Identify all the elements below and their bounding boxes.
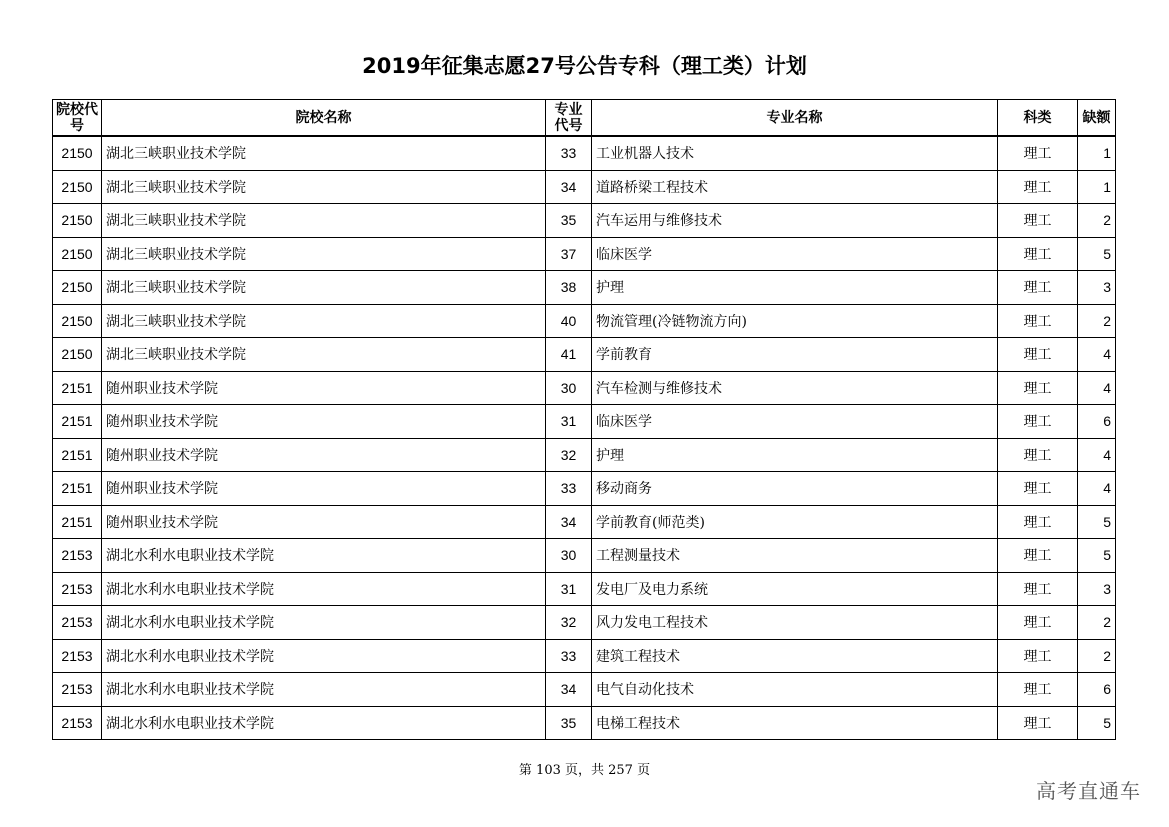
table-row bbox=[53, 673, 1116, 707]
cell-major-name: 风力发电工程技术 bbox=[592, 606, 998, 640]
table-row bbox=[53, 136, 1116, 170]
cell-school-name: 湖北三峡职业技术学院 bbox=[102, 204, 546, 238]
table-row bbox=[53, 572, 1116, 606]
table-row bbox=[53, 438, 1116, 472]
table-row bbox=[53, 472, 1116, 506]
cell-category: 理工 bbox=[998, 706, 1078, 740]
cell-quota: 2 bbox=[1078, 639, 1116, 673]
cell-school-name: 随州职业技术学院 bbox=[102, 438, 546, 472]
cell-category: 理工 bbox=[998, 304, 1078, 338]
cell-category: 理工 bbox=[998, 505, 1078, 539]
cell-category: 理工 bbox=[998, 673, 1078, 707]
cell-major-name: 电梯工程技术 bbox=[592, 706, 998, 740]
cell-major-name: 道路桥梁工程技术 bbox=[592, 170, 998, 204]
cell-quota: 4 bbox=[1078, 371, 1116, 405]
cell-quota: 5 bbox=[1078, 505, 1116, 539]
table-row bbox=[53, 304, 1116, 338]
cell-major-code: 34 bbox=[546, 673, 592, 707]
cell-quota: 1 bbox=[1078, 170, 1116, 204]
cell-major-code: 30 bbox=[546, 539, 592, 573]
cell-school-code: 2150 bbox=[53, 304, 102, 338]
cell-category: 理工 bbox=[998, 338, 1078, 372]
cell-school-name: 随州职业技术学院 bbox=[102, 371, 546, 405]
cell-school-code: 2153 bbox=[53, 673, 102, 707]
table-row bbox=[53, 405, 1116, 439]
cell-school-code: 2150 bbox=[53, 136, 102, 170]
cell-major-code: 30 bbox=[546, 371, 592, 405]
table-row bbox=[53, 338, 1116, 372]
cell-category: 理工 bbox=[998, 572, 1078, 606]
page-title: 2019年征集志愿27号公告专科（理工类）计划 bbox=[362, 54, 807, 78]
cell-school-code: 2150 bbox=[53, 338, 102, 372]
cell-major-code: 33 bbox=[546, 136, 592, 170]
cell-quota: 5 bbox=[1078, 237, 1116, 271]
cell-category: 理工 bbox=[998, 136, 1078, 170]
table-row bbox=[53, 539, 1116, 573]
cell-major-name: 护理 bbox=[592, 271, 998, 305]
cell-quota: 2 bbox=[1078, 204, 1116, 238]
cell-category: 理工 bbox=[998, 539, 1078, 573]
table-row bbox=[53, 639, 1116, 673]
table-row bbox=[53, 371, 1116, 405]
cell-major-code: 31 bbox=[546, 572, 592, 606]
cell-major-code: 41 bbox=[546, 338, 592, 372]
cell-school-code: 2151 bbox=[53, 405, 102, 439]
cell-category: 理工 bbox=[998, 271, 1078, 305]
cell-school-code: 2153 bbox=[53, 572, 102, 606]
cell-category: 理工 bbox=[998, 405, 1078, 439]
table-row bbox=[53, 505, 1116, 539]
cell-category: 理工 bbox=[998, 371, 1078, 405]
table-header bbox=[53, 100, 1116, 137]
cell-school-name: 随州职业技术学院 bbox=[102, 405, 546, 439]
header-quota: 缺额 bbox=[1078, 100, 1116, 137]
plan-table bbox=[52, 99, 1116, 740]
cell-school-name: 湖北水利水电职业技术学院 bbox=[102, 706, 546, 740]
cell-school-name: 随州职业技术学院 bbox=[102, 505, 546, 539]
cell-quota: 6 bbox=[1078, 673, 1116, 707]
cell-school-name: 湖北水利水电职业技术学院 bbox=[102, 639, 546, 673]
cell-major-code: 34 bbox=[546, 170, 592, 204]
cell-major-name: 临床医学 bbox=[592, 237, 998, 271]
cell-category: 理工 bbox=[998, 639, 1078, 673]
cell-quota: 3 bbox=[1078, 271, 1116, 305]
cell-major-name: 电气自动化技术 bbox=[592, 673, 998, 707]
cell-major-name: 汽车运用与维修技术 bbox=[592, 204, 998, 238]
cell-school-code: 2153 bbox=[53, 706, 102, 740]
cell-school-code: 2151 bbox=[53, 371, 102, 405]
cell-quota: 3 bbox=[1078, 572, 1116, 606]
cell-category: 理工 bbox=[998, 472, 1078, 506]
cell-major-code: 31 bbox=[546, 405, 592, 439]
cell-major-code: 38 bbox=[546, 271, 592, 305]
page-number: 第 103 页，共 257 页 bbox=[518, 763, 651, 778]
header-school-code: 院校代号 bbox=[53, 100, 102, 137]
cell-quota: 4 bbox=[1078, 472, 1116, 506]
table-row bbox=[53, 706, 1116, 740]
cell-major-code: 34 bbox=[546, 505, 592, 539]
cell-major-code: 32 bbox=[546, 438, 592, 472]
cell-category: 理工 bbox=[998, 606, 1078, 640]
cell-school-name: 湖北三峡职业技术学院 bbox=[102, 170, 546, 204]
cell-major-name: 临床医学 bbox=[592, 405, 998, 439]
cell-major-name: 汽车检测与维修技术 bbox=[592, 371, 998, 405]
cell-school-code: 2153 bbox=[53, 606, 102, 640]
cell-category: 理工 bbox=[998, 170, 1078, 204]
cell-major-name: 物流管理(冷链物流方向) bbox=[592, 304, 998, 338]
cell-school-name: 湖北三峡职业技术学院 bbox=[102, 304, 546, 338]
table-body bbox=[53, 136, 1116, 740]
cell-quota: 4 bbox=[1078, 338, 1116, 372]
cell-category: 理工 bbox=[998, 438, 1078, 472]
cell-school-name: 湖北水利水电职业技术学院 bbox=[102, 539, 546, 573]
cell-quota: 5 bbox=[1078, 706, 1116, 740]
table-row bbox=[53, 204, 1116, 238]
table-row bbox=[53, 606, 1116, 640]
watermark: 高考直通车 bbox=[1036, 779, 1141, 803]
cell-school-code: 2153 bbox=[53, 539, 102, 573]
cell-major-name: 学前教育 bbox=[592, 338, 998, 372]
cell-category: 理工 bbox=[998, 237, 1078, 271]
cell-school-code: 2150 bbox=[53, 237, 102, 271]
cell-major-name: 移动商务 bbox=[592, 472, 998, 506]
cell-major-name: 学前教育(师范类) bbox=[592, 505, 998, 539]
cell-school-name: 湖北三峡职业技术学院 bbox=[102, 338, 546, 372]
header-major-code: 专业代号 bbox=[546, 100, 592, 137]
cell-school-name: 湖北三峡职业技术学院 bbox=[102, 237, 546, 271]
cell-quota: 2 bbox=[1078, 606, 1116, 640]
cell-major-code: 33 bbox=[546, 472, 592, 506]
cell-school-code: 2151 bbox=[53, 505, 102, 539]
cell-quota: 5 bbox=[1078, 539, 1116, 573]
cell-school-name: 湖北水利水电职业技术学院 bbox=[102, 606, 546, 640]
header-category: 科类 bbox=[998, 100, 1078, 137]
cell-major-name: 工程测量技术 bbox=[592, 539, 998, 573]
cell-school-name: 湖北三峡职业技术学院 bbox=[102, 136, 546, 170]
cell-school-name: 湖北水利水电职业技术学院 bbox=[102, 572, 546, 606]
cell-major-code: 35 bbox=[546, 706, 592, 740]
cell-major-name: 建筑工程技术 bbox=[592, 639, 998, 673]
cell-quota: 1 bbox=[1078, 136, 1116, 170]
cell-school-code: 2151 bbox=[53, 438, 102, 472]
cell-school-code: 2151 bbox=[53, 472, 102, 506]
table-row bbox=[53, 237, 1116, 271]
cell-school-name: 随州职业技术学院 bbox=[102, 472, 546, 506]
cell-school-code: 2150 bbox=[53, 204, 102, 238]
cell-major-code: 33 bbox=[546, 639, 592, 673]
header-school-name: 院校名称 bbox=[102, 100, 546, 137]
cell-school-name: 湖北水利水电职业技术学院 bbox=[102, 673, 546, 707]
cell-major-code: 37 bbox=[546, 237, 592, 271]
table-row bbox=[53, 170, 1116, 204]
header-major-name: 专业名称 bbox=[592, 100, 998, 137]
cell-category: 理工 bbox=[998, 204, 1078, 238]
cell-major-name: 工业机器人技术 bbox=[592, 136, 998, 170]
table-row bbox=[53, 271, 1116, 305]
cell-school-code: 2150 bbox=[53, 271, 102, 305]
cell-major-name: 发电厂及电力系统 bbox=[592, 572, 998, 606]
cell-school-code: 2153 bbox=[53, 639, 102, 673]
cell-major-code: 40 bbox=[546, 304, 592, 338]
cell-major-name: 护理 bbox=[592, 438, 998, 472]
cell-school-code: 2150 bbox=[53, 170, 102, 204]
cell-quota: 4 bbox=[1078, 438, 1116, 472]
cell-major-code: 35 bbox=[546, 204, 592, 238]
cell-quota: 6 bbox=[1078, 405, 1116, 439]
cell-major-code: 32 bbox=[546, 606, 592, 640]
cell-quota: 2 bbox=[1078, 304, 1116, 338]
cell-school-name: 湖北三峡职业技术学院 bbox=[102, 271, 546, 305]
